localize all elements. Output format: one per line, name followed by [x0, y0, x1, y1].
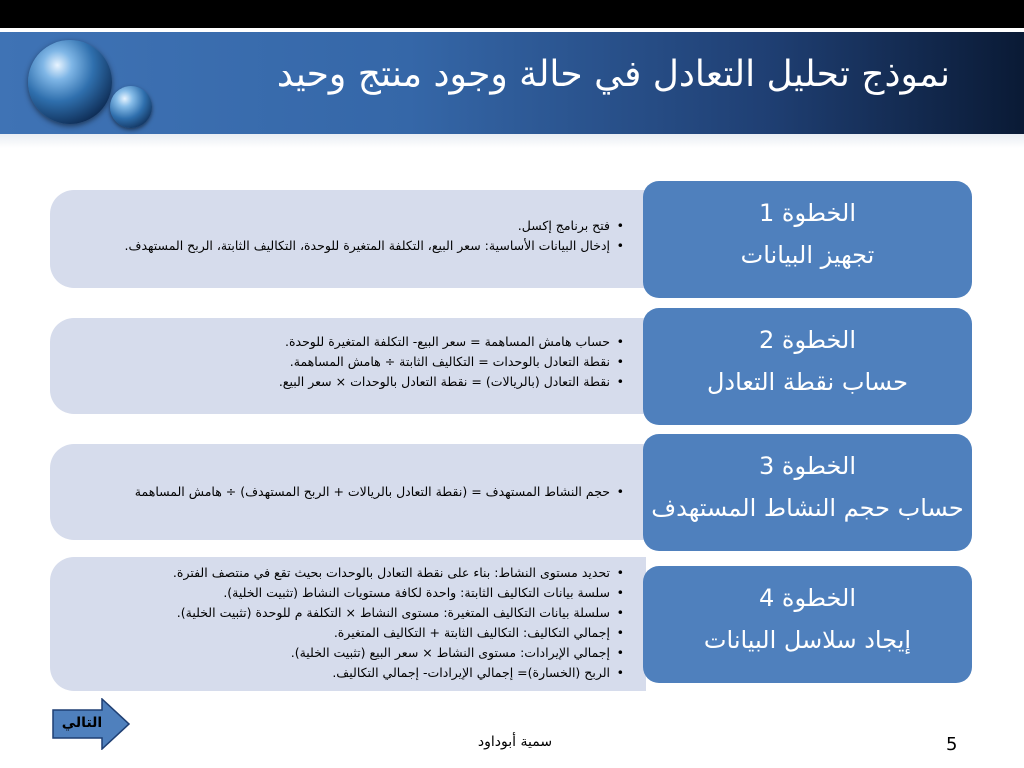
list-item: • إجمالي الإيرادات: مستوى النشاط × سعر البيع (تثبيت الخلية).: [60, 643, 624, 663]
step-2-details: [50, 318, 646, 414]
step-1-number: الخطوة 1: [758, 199, 857, 227]
list-item: • نقطة التعادل (بالريالات) = نقطة التعادل بالوحدات × سعر البيع.: [60, 372, 624, 392]
top-black-bar: [0, 0, 1024, 28]
step-3-details: [50, 444, 646, 540]
page-number: 5: [946, 734, 958, 755]
step-4-number: الخطوة 4: [758, 584, 857, 612]
sphere-orb-large-icon: [28, 40, 112, 124]
step-1-name: تجهيز البيانات: [740, 241, 875, 269]
step-4-box: [643, 566, 972, 683]
step-2-box: [643, 308, 972, 425]
list-item: • سلسة بيانات التكاليف الثابتة: واحدة لكافة مستويات النشاط (تثبيت الخلية).: [60, 583, 624, 603]
list-item: • إدخال البيانات الأساسية: سعر البيع، التكلفة المتغيرة للوحدة، التكاليف الثابتة، الربح المستهدف.: [60, 236, 624, 256]
step-1-box: [643, 181, 972, 298]
list-item: • حجم النشاط المستهدف = (نقطة التعادل بالريالات + الربح المستهدف) ÷ هامش المساهمة: [60, 482, 624, 502]
step-4-name: إيجاد سلاسل البيانات: [703, 626, 912, 654]
list-item: • سلسلة بيانات التكاليف المتغيرة: مستوى النشاط × التكلفة م للوحدة (تثبيت الخلية).: [60, 603, 624, 623]
step-4-details: [50, 557, 646, 691]
footer-author: سمية أبوداود: [477, 734, 553, 750]
step-3-name: حساب حجم النشاط المستهدف: [651, 494, 964, 522]
list-item: • فتح برنامج إكسل.: [60, 216, 624, 236]
step-2-name: حساب نقطة التعادل: [706, 368, 909, 396]
sphere-orb-small-icon: [110, 86, 152, 128]
next-button[interactable]: التالي: [61, 715, 103, 731]
list-item: • الربح (الخسارة)= إجمالي الإيرادات- إجمالي التكاليف.: [60, 663, 624, 683]
step-3-box: [643, 434, 972, 551]
list-item: • نقطة التعادل بالوحدات = التكاليف الثابتة ÷ هامش المساهمة.: [60, 352, 624, 372]
list-item: • حساب هامش المساهمة = سعر البيع- التكلفة المتغيرة للوحدة.: [60, 332, 624, 352]
list-item: • إجمالي التكاليف: التكاليف الثابتة + التكاليف المتغيرة.: [60, 623, 624, 643]
list-item: • تحديد مستوى النشاط: بناء على نقطة التعادل بالوحدات بحيث تقع في منتصف الفترة.: [60, 563, 624, 583]
header-shadow: [0, 134, 1024, 148]
step-2-number: الخطوة 2: [758, 326, 857, 354]
step-1-details: [50, 190, 646, 288]
slide-title: نموذج تحليل التعادل في حالة وجود منتج وحيد: [276, 54, 950, 95]
step-3-number: الخطوة 3: [758, 452, 857, 480]
